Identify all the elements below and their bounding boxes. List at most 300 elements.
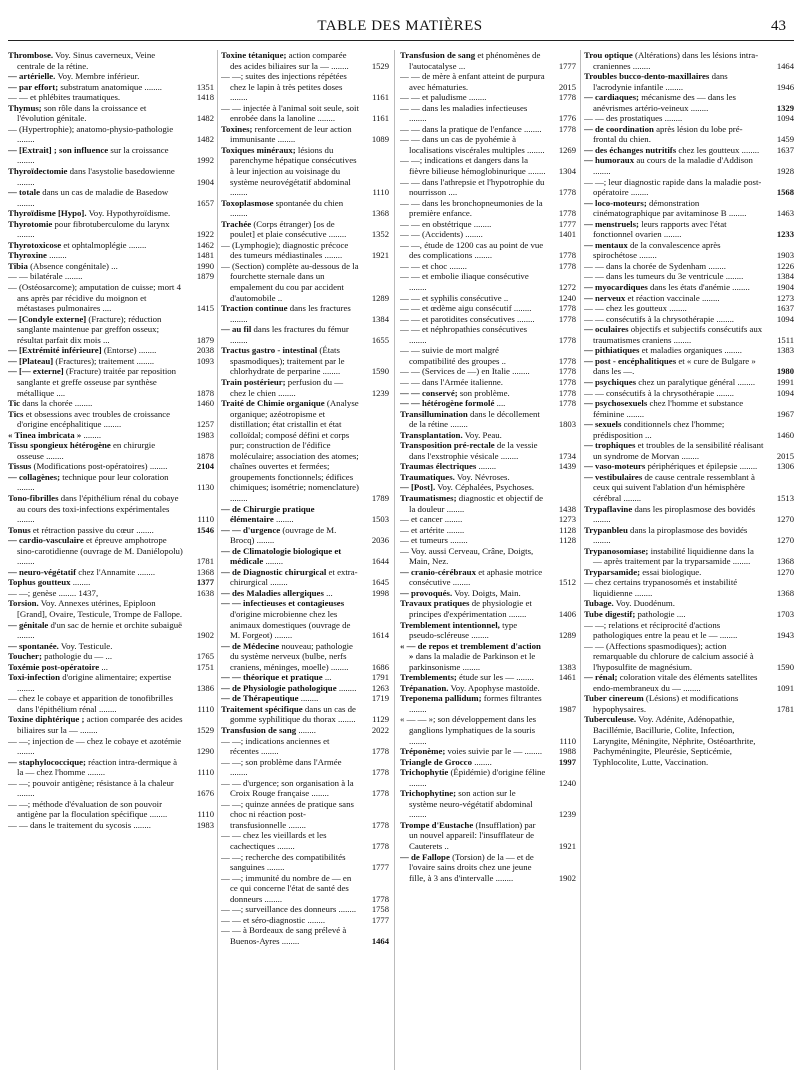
index-entry <box>584 546 794 567</box>
entry-text: périphériques et épilepsie ........ <box>647 461 758 472</box>
index-entry <box>584 672 794 693</box>
entry-text: — Voy. aussi Cerveau, Crâne, Doigts, Main, Nez. <box>400 545 534 567</box>
entry-page-number: 1482 <box>196 113 214 124</box>
index-entry <box>400 177 576 198</box>
entry-text: Voy. Sinus caverneux, Veine centrale de la rétine. <box>17 50 156 71</box>
entry-page-number: 1778 <box>558 208 576 219</box>
index-entry <box>584 145 794 156</box>
entry-text: démonstration cinématographique par avitaminose B ........ <box>593 197 747 219</box>
entry-text: diagnostic et objectif de la douleur ........ <box>409 492 544 514</box>
index-entry <box>584 377 794 388</box>
index-entry <box>400 693 576 714</box>
entry-text: ........ <box>338 682 357 693</box>
entry-text: — — d'urgence; son organisation à la Croix Rouge française ........ <box>221 777 354 799</box>
entry-page-number: 1513 <box>776 492 794 503</box>
page-header <box>0 18 800 40</box>
entry-text: action comparée des acides biliaires sur la — ........ <box>230 50 349 71</box>
entry-page-number: 1778 <box>371 746 389 757</box>
entry-text: — — et phlébites traumatiques. <box>8 92 121 103</box>
entry-text: — —; indications et dangers dans la fièvre bilieuse hémoglobinurique ........ <box>400 155 546 177</box>
entry-page-number: 1094 <box>776 113 794 124</box>
entry-heading: — de coordination <box>584 123 654 134</box>
entry-text: essai biologique. <box>642 566 702 577</box>
entry-text: — — dans l'Armée italienne. <box>400 376 503 387</box>
entry-page-number: 1439 <box>558 461 576 472</box>
entry-text: technique pour leur coloration ........ <box>17 471 169 493</box>
entry-text: ........ <box>265 556 284 567</box>
index-entry <box>221 925 389 946</box>
entry-text: son action sur le système neuro-végétatif abdominal ........ <box>409 788 533 820</box>
entry-page-number: 1306 <box>776 461 794 472</box>
entry-text: — — et syphilis consécutive .. <box>400 292 509 303</box>
index-entry <box>584 388 794 399</box>
entry-heading: — cardio-vasculaire <box>8 535 84 546</box>
entry-heading: — de Fallope <box>400 851 450 862</box>
entry-heading: — — hétérogène formolé <box>400 398 495 409</box>
index-entry <box>400 852 576 884</box>
index-entry <box>8 430 214 441</box>
entry-text: substratum anatomique ........ <box>60 81 163 92</box>
index-entry <box>400 714 576 746</box>
entry-text: dans les états d'anémie ........ <box>649 282 750 293</box>
entry-text: pathologie du — ... <box>44 651 113 662</box>
entry-heading: Tremblement intentionnel, <box>400 619 500 630</box>
entry-text: ........ <box>478 461 497 472</box>
entry-heading: Tuber cinereum <box>584 693 644 704</box>
index-entry <box>8 345 214 356</box>
entry-heading: — — conservé; <box>400 387 458 398</box>
entry-heading: Tophus goutteux <box>8 577 71 588</box>
entry-text: — et artérite ........ <box>400 524 465 535</box>
entry-text: — —; quinze années de pratique sans choc ni réaction post-transfusionnelle ........ <box>221 798 354 830</box>
index-entry <box>400 388 576 399</box>
entry-page-number: 1777 <box>558 60 576 71</box>
entry-page-number: 1778 <box>558 387 576 398</box>
entry-page-number: 1921 <box>558 841 576 852</box>
entry-page-number: 1928 <box>776 166 794 177</box>
entry-page-number: 1270 <box>776 566 794 577</box>
entry-heading: — de Climatologie biologique et médicale <box>221 545 342 567</box>
entry-text: dans l'acrodynie infantile ........ <box>593 71 728 92</box>
index-entry <box>8 440 214 461</box>
entry-text: sur la croissance ........ <box>17 144 169 166</box>
index-entry <box>221 240 389 261</box>
entry-page-number: 1352 <box>371 229 389 240</box>
entry-text: et « cure de Bulgare » dans les —. <box>593 355 756 377</box>
entry-text: — chez certains trypanosomés et instabilité liquidienne ........ <box>584 577 738 598</box>
entry-heading: Train postérieur; <box>221 376 286 387</box>
entry-page-number: 1778 <box>558 187 576 198</box>
entry-page-number: 1778 <box>558 334 576 345</box>
entry-page-number: 1460 <box>776 429 794 440</box>
index-entry <box>400 366 576 377</box>
index-entry <box>8 567 214 578</box>
entry-page-number: 1289 <box>371 292 389 303</box>
entry-text: — — dans le traitement du sycosis ........ <box>8 819 151 830</box>
entry-page-number: 1233 <box>776 229 794 240</box>
entry-page-number: 1781 <box>196 556 214 567</box>
entry-text: ... <box>324 672 332 683</box>
entry-page-number: 1902 <box>196 630 214 641</box>
index-entry <box>584 124 794 145</box>
entry-text: « — — »; son développement dans les ganglions lymphatiques de la souris ........ <box>400 714 537 746</box>
entry-heading: — spontanée. <box>8 640 59 651</box>
entry-text: dans un cas de maladie de Basedow ........ <box>17 187 169 208</box>
index-entry <box>8 799 214 820</box>
index-entry <box>221 71 389 103</box>
entry-page-number: 1093 <box>196 355 214 366</box>
entry-heading: Torsion. <box>8 598 39 609</box>
index-entry <box>221 873 389 905</box>
entry-text: — — chez les vieillards et les cachectiques ........ <box>221 830 327 852</box>
index-entry <box>400 345 576 366</box>
index-entry <box>584 693 794 714</box>
index-entry <box>400 198 576 219</box>
entry-heading: Tissu spongieux hétérogène <box>8 440 111 451</box>
entry-text: — — des prostatiques ........ <box>584 113 683 124</box>
entry-text: — —; immunité du nombre de — en ce qui concerne l'état de santé des donneurs ........ <box>221 872 352 904</box>
entry-page-number: 1464 <box>776 60 794 71</box>
index-entry <box>584 356 794 377</box>
entry-page-number: 1778 <box>371 819 389 830</box>
entry-page-number: 1778 <box>371 767 389 778</box>
entry-page-number: 1778 <box>558 398 576 409</box>
entry-text: (Entorse) ........ <box>103 345 157 356</box>
entry-heading: « — de repos et tremblement d'action » <box>400 640 541 662</box>
entry-page-number: 1778 <box>558 92 576 103</box>
entry-page-number: 1239 <box>371 387 389 398</box>
index-entry <box>8 71 214 82</box>
index-entry <box>8 208 214 219</box>
entry-heading: — génitale <box>8 619 49 630</box>
entry-heading: — vestibulaires <box>584 471 643 482</box>
entry-text: de la convalescence après spirochétose ........ <box>593 239 721 261</box>
entry-text: mécanisme des — dans les anévrismes artério-veineux ........ <box>593 92 736 113</box>
entry-heading: — — d'urgence <box>221 524 281 535</box>
index-entry <box>8 461 214 472</box>
index-entry <box>8 261 214 272</box>
index-entry <box>8 50 214 71</box>
entry-heading: — [Plateau] <box>8 355 54 366</box>
entry-heading: — de Diagnostic chirurgical <box>221 566 327 577</box>
entry-page-number: 1638 <box>196 587 214 598</box>
entry-heading: — myocardiques <box>584 282 648 293</box>
entry-page-number: 1778 <box>558 313 576 324</box>
index-entry <box>8 219 214 240</box>
entry-heading: Toxine tétanique; <box>221 50 287 60</box>
entry-text: et troubles de la sensibilité réalisant un syndrome de Morvan ........ <box>593 440 764 461</box>
index-entry <box>400 293 576 304</box>
entry-page-number: 1512 <box>558 577 576 588</box>
entry-heading: — artérielle. <box>8 71 56 82</box>
entry-page-number: 1240 <box>558 292 576 303</box>
entry-heading: Traumatismes; <box>400 492 457 503</box>
entry-page-number: 2015 <box>558 81 576 92</box>
entry-text: (Torsion) de la — et de l'ovaire sains droits chez une jeune fille, à 3 ans d'intervalle ........ <box>409 851 534 883</box>
index-entry <box>400 493 576 514</box>
entry-heading: — par effort; <box>8 81 59 92</box>
entry-text: (États spasmodiques); traitement par le chlorhydrate de perparine ........ <box>230 345 345 377</box>
entry-text: — — dans l'athrepsie et l'hypotrophie du nourrisson .... <box>400 176 545 198</box>
entry-text: .... <box>496 398 506 409</box>
entry-text: d'un sac de hernie et orchite subaiguë ........ <box>17 619 183 641</box>
index-entry <box>400 240 576 261</box>
entry-heading: — des échanges nutritifs <box>584 144 677 155</box>
entry-page-number: 1904 <box>776 282 794 293</box>
entry-heading: Trypaflavine <box>584 503 633 514</box>
entry-heading: Tuberculeuse. <box>584 714 637 725</box>
entry-text: — —; recherche des compatibilités sanguines ........ <box>221 851 346 873</box>
entry-page-number: 1781 <box>776 703 794 714</box>
entry-page-number: 1987 <box>558 703 576 714</box>
index-entry <box>8 778 214 799</box>
entry-text: Voy. Doigts, Main. <box>454 587 521 598</box>
entry-text: après lésion du lobe pré-frontal du chien. <box>593 123 743 145</box>
entry-page-number: 1878 <box>196 450 214 461</box>
entry-heading: — [Condyle externe] <box>8 313 87 324</box>
entry-heading: Transplantation. <box>400 429 463 440</box>
entry-heading: — cardiaques; <box>584 92 639 103</box>
entry-page-number: 1368 <box>371 208 389 219</box>
entry-text: dans le décollement de la rétine ........ <box>409 408 540 430</box>
entry-text: de la vessie dans l'exstrophie vésicale ........ <box>409 440 538 461</box>
entry-page-number: 1645 <box>371 577 389 588</box>
entry-heading: Thyroxine <box>8 250 47 261</box>
entry-page-number: 1921 <box>371 250 389 261</box>
entry-heading: Trompe d'Eustache <box>400 819 474 830</box>
entry-page-number: 1988 <box>558 746 576 757</box>
entry-page-number: 1778 <box>558 355 576 366</box>
index-entry <box>221 852 389 873</box>
entry-heading: — trophiques <box>584 440 636 451</box>
entry-heading: — cranio-cérébraux <box>400 566 476 577</box>
column-divider <box>217 50 218 1070</box>
entry-page-number: 1655 <box>371 334 389 345</box>
index-entry <box>221 736 389 757</box>
entry-text: coloration vitale des éléments satellites endo-membraneux du — ........ <box>593 672 758 693</box>
index-entry <box>400 788 576 820</box>
index-entry <box>221 915 389 926</box>
entry-text: — — dans les tumeurs du 3e ventricule ........ <box>584 271 744 282</box>
entry-text: étude sur les — ........ <box>459 672 534 683</box>
entry-heading: — — infectieuses et contagieuses <box>221 598 345 609</box>
entry-text: — — injectée à l'animal soit seule, soit enrobée dans la lanoline ........ <box>221 102 359 124</box>
index-entry <box>400 746 576 757</box>
entry-text: au cours de la maladie d'Addison ........ <box>593 155 753 177</box>
page-number: 43 <box>771 18 786 34</box>
entry-page-number: 1406 <box>558 608 576 619</box>
entry-text: Voy. Céphalées, Psychoses. <box>437 482 534 493</box>
entry-text: ........ <box>72 577 91 588</box>
entry-page-number: 1270 <box>776 514 794 525</box>
index-entry <box>400 546 576 567</box>
entry-text: voies suivie par le — ........ <box>447 746 543 757</box>
entry-heading: Trou optique <box>584 50 633 60</box>
entry-heading: Toxine diphtérique ; <box>8 714 85 725</box>
entry-text: — —; surveillance des donneurs ........ <box>221 904 357 915</box>
entry-heading: Tic <box>8 398 21 409</box>
entry-heading: — totale <box>8 187 41 198</box>
index-entry <box>584 314 794 325</box>
index-entry <box>221 683 389 694</box>
entry-heading: — mentaux <box>584 239 628 250</box>
index-entry <box>584 71 794 92</box>
entry-heading: Toxi-infection <box>8 672 60 683</box>
entry-text: — — et paludisme ........ <box>400 92 487 103</box>
entry-heading: Trichophytine; <box>400 788 457 799</box>
entry-text: — — consécutifs à la chrysothérapie ........ <box>584 313 734 324</box>
entry-text: lésions du parenchyme hépatique consécutives à leur injection au voisinage du système neurovégétatif abdominal ........ <box>230 144 357 198</box>
entry-page-number: 1401 <box>558 229 576 240</box>
entry-text: (Corps étranger) [os de poulet] et plaie consécutive ........ <box>230 218 347 240</box>
entry-page-number: 1637 <box>776 144 794 155</box>
entry-text: ........ <box>276 514 294 525</box>
index-entry <box>400 71 576 92</box>
entry-page-number: 1997 <box>558 756 576 767</box>
index-entry <box>221 598 389 640</box>
entry-heading: Transillumination <box>400 408 468 419</box>
entry-text: dans les fractures ........ <box>230 303 351 324</box>
index-entry <box>584 472 794 504</box>
index-entry <box>584 113 794 124</box>
index-entry <box>584 198 794 219</box>
entry-heading: — [Extrémité inférieure] <box>8 345 102 356</box>
entry-heading: Triangle de Grocco <box>400 756 472 767</box>
index-entry <box>400 430 576 441</box>
index-entry <box>400 103 576 124</box>
entry-text: action comparée des acides biliaires sur la — ........ <box>17 714 183 735</box>
entry-text: — — et séro-diagnostic ........ <box>221 914 326 925</box>
entry-page-number: 1110 <box>559 735 576 746</box>
entry-page-number: 1239 <box>558 809 576 820</box>
index-entry <box>221 672 389 683</box>
entry-text: (Analyse organique; azéotropisme et distillation; état cristallin et état colloïdal; composé défini et corps pur; construction de l'édifice moléculaire; association des atomes; chaînes ouvertes et fermées; groupements fonctionnels; édifices chimiques; isométrie; nomenclature) ........ <box>230 398 359 503</box>
entry-page-number: 1765 <box>196 651 214 662</box>
entry-page-number: 1983 <box>196 819 214 830</box>
index-entry <box>400 271 576 292</box>
entry-page-number: 1758 <box>371 904 389 915</box>
index-column-2 <box>221 50 389 1070</box>
header-rule <box>8 40 794 41</box>
index-entry <box>400 588 576 599</box>
entry-heading: Tremblements; <box>400 672 457 683</box>
entry-text: — chez le cobaye et apparition de tonofibrilles dans l'épithélium rénal ........ <box>8 693 173 714</box>
entry-text: — — (Accidents) ........ <box>400 229 483 240</box>
entry-page-number: 1991 <box>776 376 794 387</box>
entry-page-number: 1263 <box>371 682 389 693</box>
index-entry <box>221 345 389 377</box>
entry-heading: — psychosexuels <box>584 398 648 409</box>
index-entry <box>584 567 794 578</box>
index-entry <box>8 124 214 145</box>
entry-heading: Treponema pallidum; <box>400 693 482 704</box>
entry-page-number: 1094 <box>776 387 794 398</box>
index-entry <box>221 377 389 398</box>
entry-text: (Insufflation) par un nouvel appareil: l'insufflateur de Cauterets .. <box>409 819 536 852</box>
index-entry <box>8 103 214 124</box>
entry-text: Voy. Membre inférieur. <box>57 71 140 82</box>
index-entry <box>221 504 389 525</box>
entry-heading: Tryparsamide; <box>584 566 641 577</box>
index-entry <box>584 240 794 261</box>
entry-text: ........ <box>474 756 492 767</box>
entry-heading: — provoqués. <box>400 587 453 598</box>
index-entry <box>8 187 214 208</box>
entry-page-number: 1460 <box>196 398 214 409</box>
entry-page-number: 1614 <box>371 630 389 641</box>
entry-page-number: 1368 <box>776 587 794 598</box>
index-columns <box>8 50 794 1074</box>
entry-page-number: 1462 <box>196 239 214 250</box>
index-entry <box>8 736 214 757</box>
entry-page-number: 1803 <box>558 419 576 430</box>
entry-heading: Trypanosomiase; <box>584 545 649 556</box>
entry-heading: Thyroïdisme [Hypo]. <box>8 208 87 219</box>
entry-text: dans la maladie de Parkinson et le parkinsonisme ........ <box>409 651 536 672</box>
entry-page-number: 1529 <box>196 725 214 735</box>
index-entry <box>400 514 576 525</box>
entry-page-number: 1128 <box>559 535 576 546</box>
entry-page-number: 1438 <box>558 503 576 514</box>
entry-page-number: 1644 <box>371 556 389 567</box>
index-entry <box>400 641 576 673</box>
entry-text: Voy. Adénite, Adénopathie, Bacillémie, Bacillurie, Colite, Infection, Laryngite, Méningite, Néphrite, Ostéoarthrite, Pachyméningite, Pleurésie, Septicémie, Typhlocolite, Lutte, Vaccination. <box>593 714 756 767</box>
entry-text: — — consécutifs à la chrysothérapie ........ <box>584 387 734 398</box>
entry-text: — (Hypertrophie); anatomo-physio-pathologie ........ <box>8 123 174 145</box>
index-entry <box>221 103 389 124</box>
entry-heading: Tonus <box>8 524 31 535</box>
index-entry <box>400 683 576 694</box>
entry-page-number: 1383 <box>558 661 576 672</box>
index-entry <box>8 240 214 251</box>
index-entry <box>400 767 576 788</box>
entry-text: — — et œdème aigu consécutif ........ <box>400 303 532 314</box>
index-entry <box>584 177 794 198</box>
index-entry <box>584 345 794 356</box>
index-entry <box>221 757 389 778</box>
index-entry <box>221 567 389 588</box>
entry-page-number: 1368 <box>196 566 214 577</box>
entry-text: réaction intra-dermique à la — chez l'homme ........ <box>17 756 178 778</box>
index-entry <box>8 820 214 831</box>
entry-page-number: 1110 <box>197 767 214 778</box>
index-entry <box>8 250 214 261</box>
index-entry <box>584 261 794 272</box>
entry-page-number: 1879 <box>196 334 214 345</box>
entry-page-number: 2015 <box>776 450 794 461</box>
index-entry <box>8 641 214 652</box>
entry-text: (Modifications post-opératoires) ........ <box>33 461 168 472</box>
entry-text: Voy. Apophyse mastoïde. <box>450 682 540 693</box>
entry-page-number: 2022 <box>371 725 389 735</box>
index-entry <box>400 672 576 683</box>
entry-page-number: 1904 <box>196 176 214 187</box>
entry-page-number: 1590 <box>371 366 389 377</box>
index-entry <box>584 525 794 546</box>
entry-heading: — menstruels; <box>584 218 639 229</box>
index-entry <box>400 261 576 272</box>
index-entry <box>221 50 389 71</box>
entry-text: d'origine alimentaire; expertise ........ <box>17 672 172 693</box>
index-entry <box>400 620 576 641</box>
entry-text: — —; relations et réciprocité d'actions pathologiques entre la peau et le — ........ <box>584 619 738 641</box>
entry-text: ........ <box>300 693 319 704</box>
entry-page-number: 1240 <box>558 777 576 788</box>
index-entry <box>584 155 794 176</box>
entry-page-number: 1529 <box>371 60 389 71</box>
entry-page-number: 1778 <box>371 893 389 904</box>
entry-page-number: 1546 <box>196 524 214 535</box>
